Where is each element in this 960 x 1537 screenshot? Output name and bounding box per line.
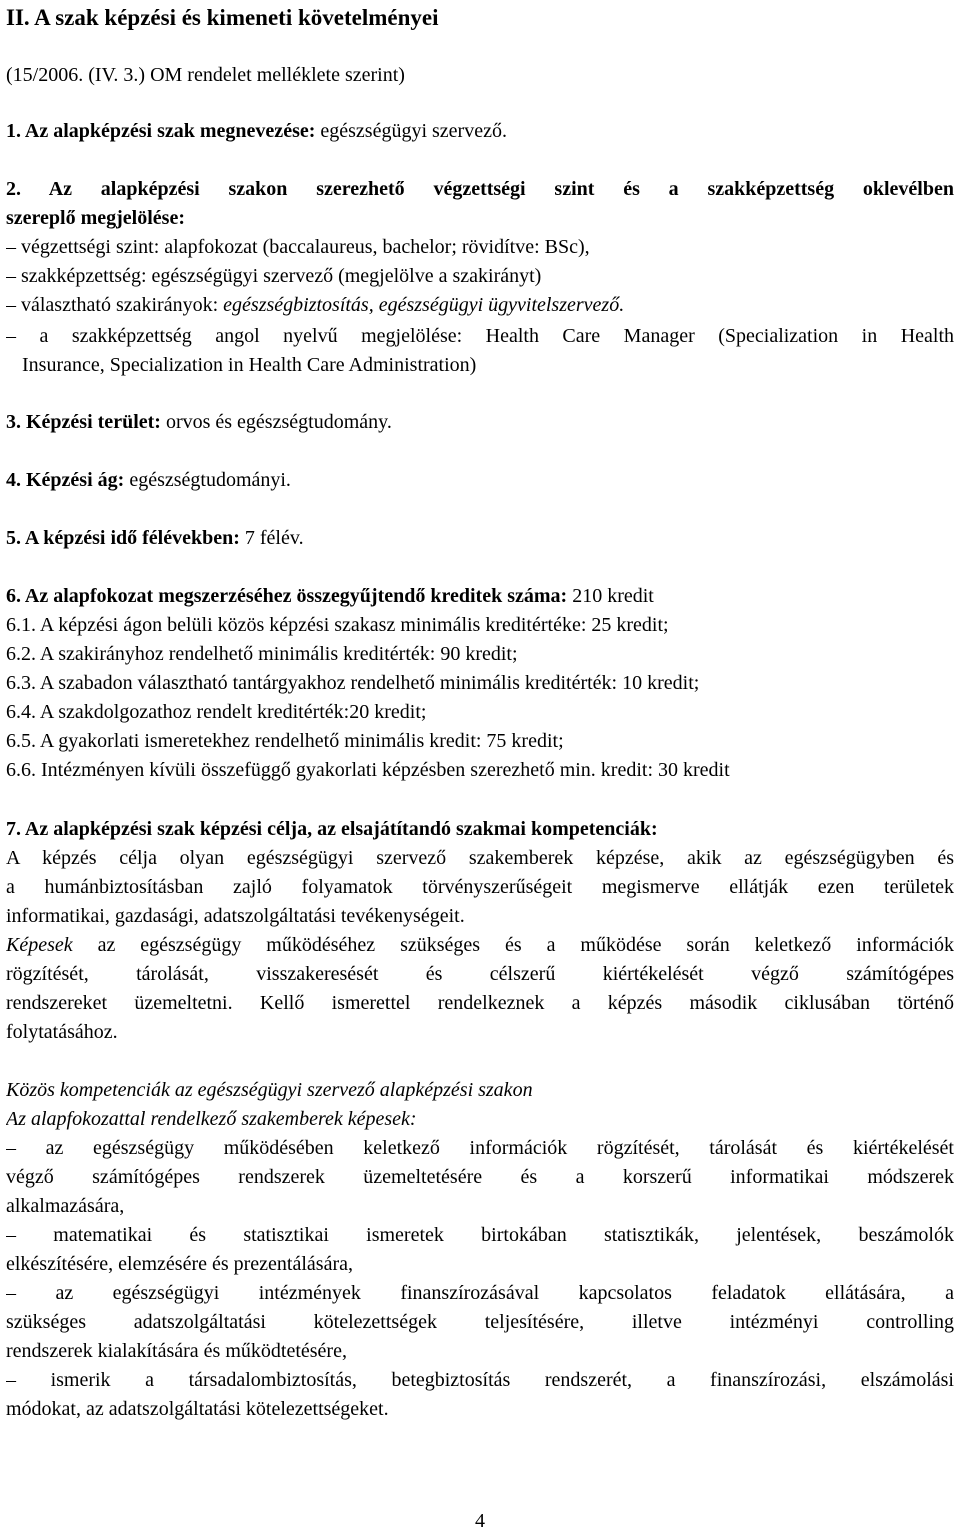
competence-line: rendszerek kialakítására és működtetésére, (6, 1340, 347, 1362)
section-1-value: egészségügyi szervező. (315, 120, 507, 142)
credit-item: 6.1. A képzési ágon belüli közös képzési szakasz minimális kreditértéke: 25 kredit; (6, 614, 669, 636)
competence-line: alkalmazására, (6, 1195, 125, 1217)
section-2-title-line2: szereplő megjelölése: (6, 207, 185, 229)
competence-item (6, 1366, 954, 1424)
specializations: egészségbiztosítás, egészségügyi ügyvitelszervező. (223, 294, 625, 316)
competence-item (6, 1134, 954, 1221)
section-4-value: egészségtudományi. (124, 469, 291, 491)
competence-line: – az egészségügyi intézmények finanszírozásával kapcsolatos feladatok ellátására, a (6, 1282, 954, 1304)
section-3 (6, 408, 392, 437)
competence-item (6, 1279, 954, 1366)
competence-line: – ismerik a társadalombiztosítás, betegbiztosítás rendszerét, a finanszírozási, elszámolási (6, 1369, 954, 1391)
section-2 (6, 175, 954, 380)
credit-item: 6.6. Intézményen kívüli összefüggő gyakorlati képzésben szerezhető min. kredit: 30 kredit (6, 759, 730, 781)
section-6-title (6, 582, 954, 611)
competence-line: – az egészségügy működésében keletkező információk rögzítését, tárolását és kiértékelését (6, 1137, 954, 1159)
section-5-label: 5. A képzési idő félévekben: (6, 527, 240, 549)
section-5 (6, 524, 304, 553)
section-3-label: 3. Képzési terület: (6, 411, 161, 433)
section-2-item-label: – választható szakirányok: (6, 294, 224, 316)
abilities-paragraph-line (6, 931, 954, 960)
section-2-item: – szakképzettség: egészségügyi szervező (megjelölve a szakirányt) (6, 265, 542, 287)
section-2-title-line1: 2. Az alapképzési szakon szerezhető végzettségi szint és a szakképzettség oklevélben (6, 178, 954, 200)
abilities-word: Képesek (6, 934, 73, 956)
page-number: 4 (475, 1510, 485, 1532)
english-name-line2: Insurance, Specialization in Health Care Administration) (22, 354, 477, 376)
goal-paragraph-line: informatikai, gazdasági, adatszolgáltatási tevékenységeit. (6, 905, 465, 927)
competence-line: végző számítógépes rendszerek üzemeltetésére és a korszerű informatikai módszerek (6, 1166, 954, 1188)
competence-line: módokat, az adatszolgáltatási kötelezettségeket. (6, 1398, 389, 1420)
section-5-value: 7 félév. (239, 527, 304, 549)
section-1-label: 1. Az alapképzési szak megnevezése: (6, 120, 316, 142)
section-2-item (6, 291, 954, 320)
section-1 (6, 117, 507, 146)
abilities-paragraph-line: rögzítését, tárolását, visszakeresését és célszerű kiértékelését végző számítógépes (6, 963, 954, 985)
competence-line: elkészítésére, elemzésére és prezentálására, (6, 1253, 353, 1275)
competence-subtitle: Az alapfokozattal rendelkező szakemberek képesek: (6, 1108, 417, 1130)
credit-item: 6.5. A gyakorlati ismeretekhez rendelhető minimális kredit: 75 kredit; (6, 730, 564, 752)
section-6-label: 6. Az alapfokozat megszerzéséhez összegyűjtendő kreditek száma: (6, 585, 568, 607)
section-6 (6, 582, 954, 785)
section-4 (6, 466, 291, 495)
competence-title: Közös kompetenciák az egészségügyi szervező alapképzési szakon (6, 1079, 533, 1101)
section-2-item: – végzettségi szint: alapfokozat (baccalaureus, bachelor; rövidítve: BSc), (6, 236, 590, 258)
competence-line: – matematikai és statisztikai ismeretek birtokában statisztikák, jelentések, beszámolók (6, 1224, 954, 1246)
competence-line: szükséges adatszolgáltatási kötelezettségek teljesítésére, illetve intézményi controlling (6, 1311, 954, 1333)
competence-item (6, 1221, 954, 1279)
goal-paragraph-line: A képzés célja olyan egészségügyi szervező szakemberek képzése, akik az egészségügyben és (6, 847, 954, 869)
page-subheading: (15/2006. (IV. 3.) OM rendelet melléklete szerint) (6, 64, 405, 86)
section-7 (6, 815, 954, 1424)
section-3-value: orvos és egészségtudomány. (160, 411, 392, 433)
section-7-title: 7. Az alapképzési szak képzési célja, az elsajátítandó szakmai kompetenciák: (6, 818, 658, 840)
page-heading: II. A szak képzési és kimeneti követelményei (6, 5, 439, 30)
credit-item: 6.3. A szabadon választható tantárgyakhoz rendelhető minimális kreditérték: 10 kredit; (6, 672, 700, 694)
english-name-line1: – a szakképzettség angol nyelvű megjelölése: Health Care Manager (Specialization in Health (6, 325, 954, 347)
abilities-paragraph-line: rendszereket üzemeltetni. Kellő ismerettel rendelkeznek a képzés második ciklusában történő (6, 992, 954, 1014)
credit-item: 6.2. A szakirányhoz rendelhető minimális kreditérték: 90 kredit; (6, 643, 518, 665)
goal-paragraph-line: a humánbiztosításban zajló folyamatok törvényszerűségeit megismerve ellátják ezen területek (6, 876, 954, 898)
abilities-line1-rest: az egészségügy működéséhez szükséges és a működése során keletkező információk (72, 934, 954, 956)
credit-item: 6.4. A szakdolgozathoz rendelt kreditérték:20 kredit; (6, 701, 427, 723)
abilities-paragraph-line: folytatásához. (6, 1021, 118, 1043)
section-6-value: 210 kredit (567, 585, 654, 607)
section-4-label: 4. Képzési ág: (6, 469, 125, 491)
